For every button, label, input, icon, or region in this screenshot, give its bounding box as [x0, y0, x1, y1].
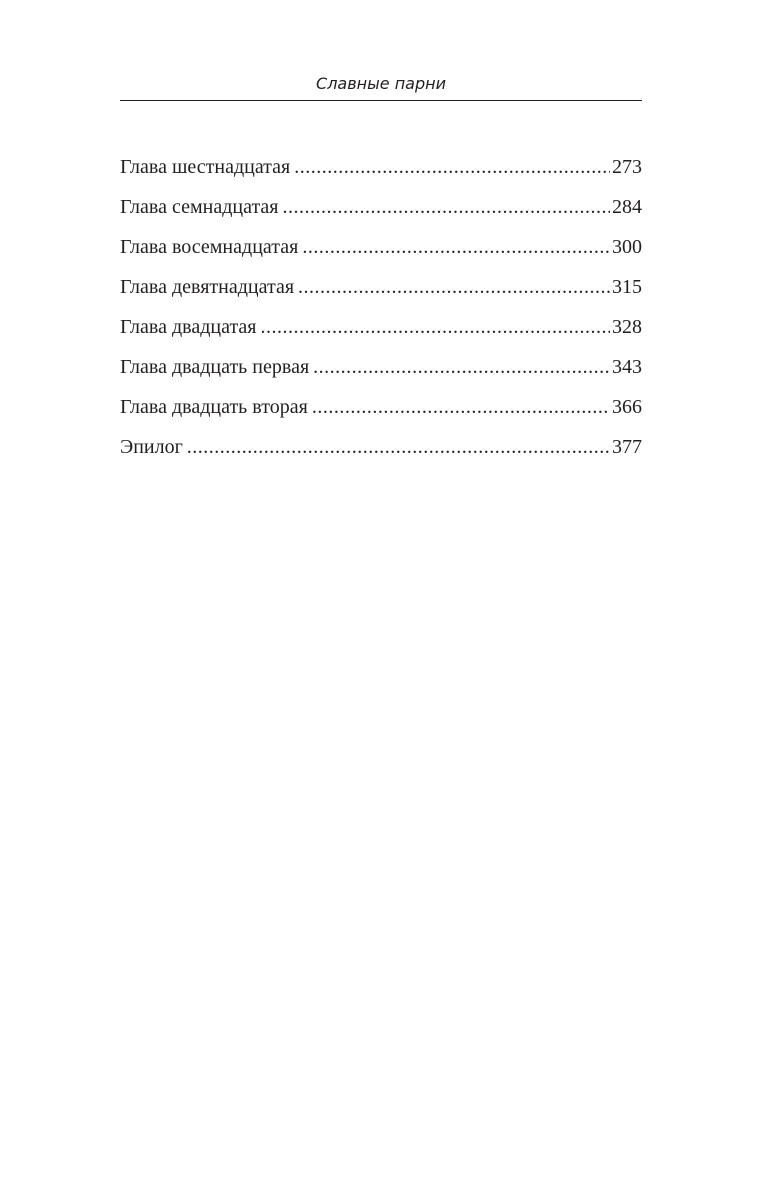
toc-entry	[120, 151, 642, 191]
table-of-contents	[120, 151, 642, 471]
toc-entry-title: Глава двадцать вторая	[120, 396, 308, 418]
toc-entry-page: 273	[612, 156, 642, 178]
toc-entry-page: 377	[612, 436, 642, 458]
toc-entry-title: Глава двадцать первая	[120, 356, 310, 378]
toc-entry	[120, 271, 642, 311]
toc-entry	[120, 311, 642, 351]
dot-leader	[283, 191, 610, 223]
dot-leader	[261, 311, 610, 343]
dot-leader	[302, 231, 610, 263]
toc-entry-page: 300	[612, 236, 642, 258]
toc-entry-page: 366	[612, 396, 642, 418]
toc-entry	[120, 191, 642, 231]
toc-entry-title: Глава девятнадцатая	[120, 276, 295, 298]
dot-leader	[187, 431, 610, 463]
dot-leader	[313, 351, 610, 383]
toc-entry	[120, 431, 642, 471]
toc-entry-page: 284	[612, 196, 642, 218]
toc-entry-title: Эпилог	[120, 436, 183, 458]
toc-entry-title: Глава восемнадцатая	[120, 236, 299, 258]
dot-leader	[298, 271, 610, 303]
toc-entry-title: Глава двадцатая	[120, 316, 257, 338]
toc-entry	[120, 351, 642, 391]
toc-entry	[120, 391, 642, 431]
toc-entry	[120, 231, 642, 271]
toc-entry-page: 315	[612, 276, 642, 298]
toc-entry-title: Глава шестнадцатая	[120, 156, 291, 178]
toc-entry-title: Глава семнадцатая	[120, 196, 279, 218]
header-rule	[120, 100, 642, 101]
running-header-title: Славные парни	[316, 74, 446, 93]
toc-entry-page: 343	[612, 356, 642, 378]
dot-leader	[294, 151, 610, 183]
toc-entry-page: 328	[612, 316, 642, 338]
dot-leader	[312, 391, 610, 423]
